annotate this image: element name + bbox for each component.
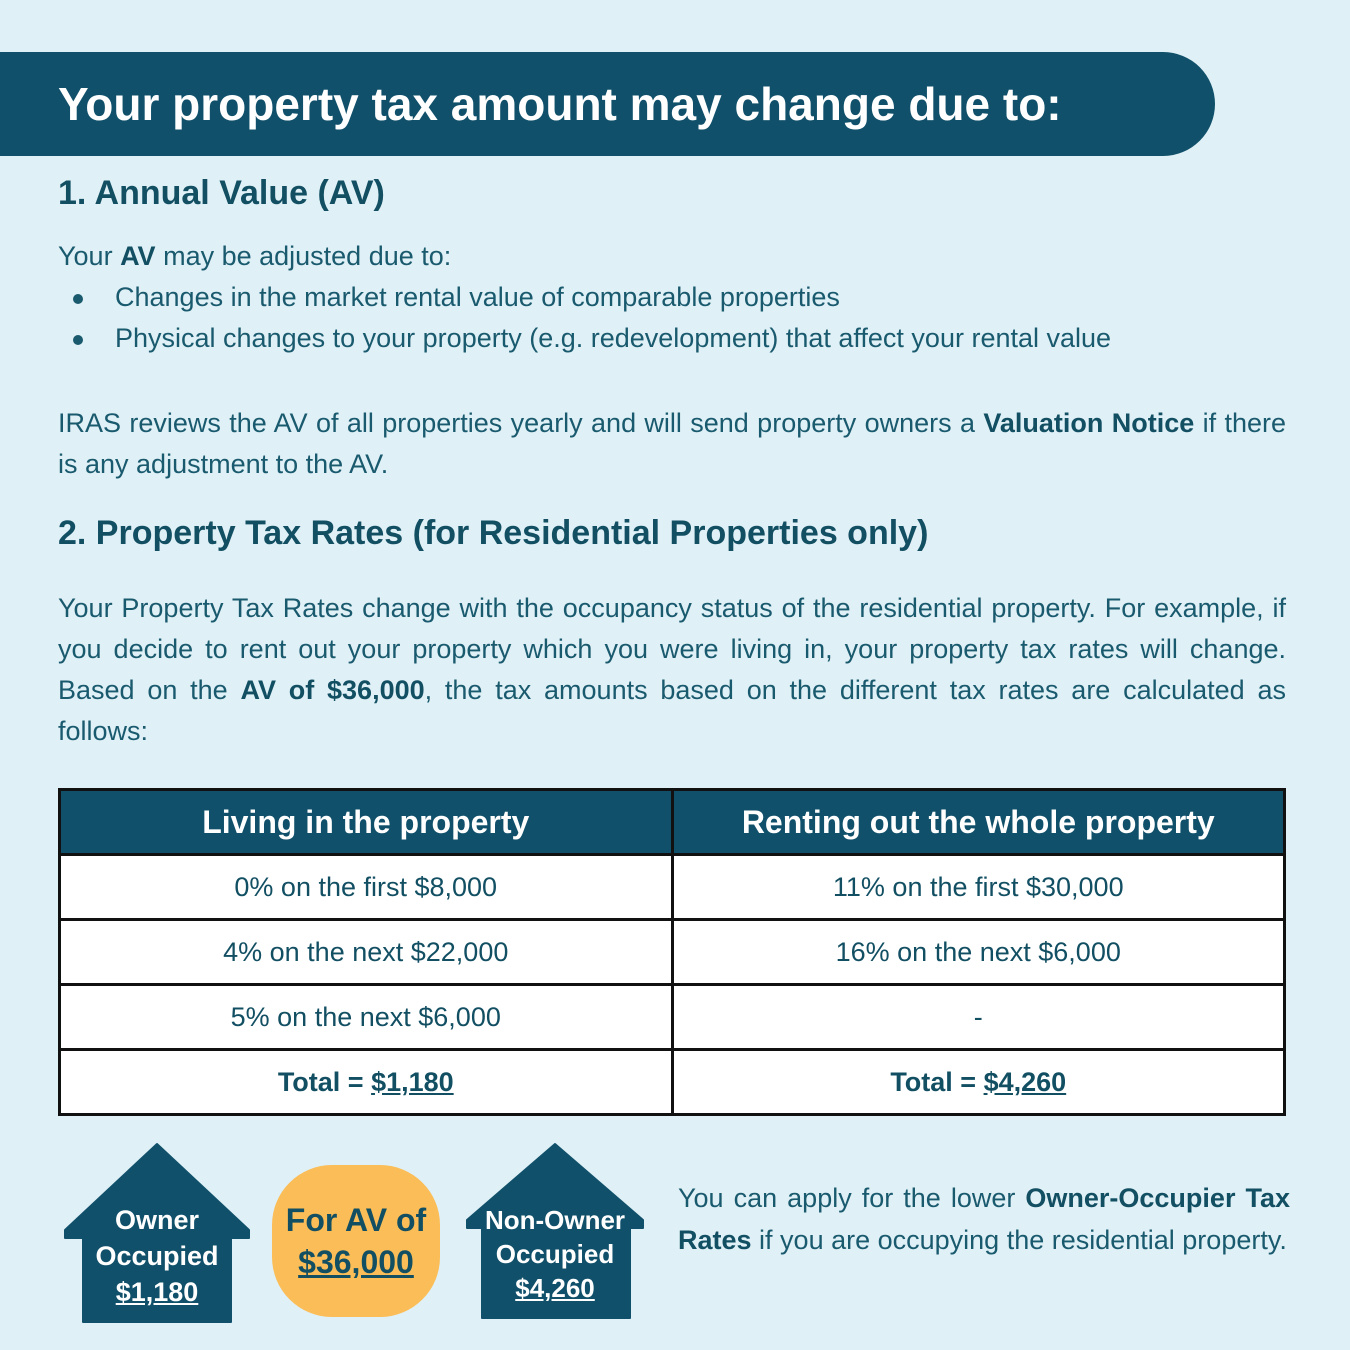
table-cell: 0% on the first $8,000 <box>60 855 673 920</box>
owner-occupied-house <box>63 1142 251 1324</box>
nonowner-house-amount: $4,260 <box>515 1273 595 1303</box>
av-amount-bold: AV of $36,000 <box>240 675 425 705</box>
owner-occupier-note: You can apply for the lower Owner-Occupier Tax Rates if you are occupying the residential property. <box>678 1183 1290 1255</box>
owner-occupier-bold: Owner-Occupier Tax Rates <box>678 1183 1290 1255</box>
av-bold: AV <box>120 241 156 271</box>
table-row <box>60 855 1285 920</box>
av-reasons-list <box>58 277 1286 359</box>
list-item: Changes in the market rental value of comparable properties <box>58 277 1286 318</box>
total-living-amount: $1,180 <box>371 1066 454 1097</box>
nonowner-house-line2: Occupied <box>495 1239 615 1269</box>
table-header-row <box>60 790 1285 855</box>
owner-house-amount: $1,180 <box>115 1277 199 1307</box>
table-row <box>60 985 1285 1050</box>
total-living: Total = $1,180 <box>60 1050 673 1115</box>
av-badge-line1: For AV of <box>285 1202 427 1238</box>
av-adjust-block <box>58 236 1286 359</box>
table-cell: 11% on the first $30,000 <box>672 855 1285 920</box>
table-row <box>60 920 1285 985</box>
table-cell: 4% on the next $22,000 <box>60 920 673 985</box>
total-renting-amount: $4,260 <box>983 1066 1067 1097</box>
list-item: Physical changes to your property (e.g. redevelopment) that affect your rental value <box>58 318 1286 359</box>
header-living: Living in the property <box>60 790 673 855</box>
total-renting: Total = $4,260 <box>672 1050 1285 1115</box>
tax-rates-paragraph: Your Property Tax Rates change with the occupancy status of the residential property. For example, if you decide to rent out your property which you were living in, your property tax rates will change. Based on the AV of $36,000, the tax amounts based on the different tax rates are calculated as follows: <box>58 593 1286 746</box>
owner-house-line1: Owner <box>114 1205 200 1235</box>
non-owner-occupied-house <box>465 1142 645 1320</box>
table-cell: 16% on the next $6,000 <box>672 920 1285 985</box>
page-title: Your property tax amount may change due to: <box>58 78 1062 130</box>
table-cell: - <box>672 985 1285 1050</box>
table-cell: 5% on the next $6,000 <box>60 985 673 1050</box>
owner-house-line2: Occupied <box>95 1241 219 1271</box>
title-banner <box>0 52 1215 156</box>
table-total-row <box>60 1050 1285 1115</box>
iras-review-paragraph: IRAS reviews the AV of all properties yearly and will send property owners a Valuation Notice if there is any adjustment to the AV. <box>58 408 1286 479</box>
av-badge <box>272 1165 440 1317</box>
valuation-notice-bold: Valuation Notice <box>983 408 1195 438</box>
section2-heading: 2. Property Tax Rates (for Residential Properties only) <box>58 514 929 552</box>
section1-heading: 1. Annual Value (AV) <box>58 174 385 212</box>
header-renting: Renting out the whole property <box>672 790 1285 855</box>
nonowner-house-line1: Non-Owner <box>484 1205 626 1235</box>
tax-rates-table <box>58 788 1286 1116</box>
av-badge-amount: $36,000 <box>298 1244 414 1280</box>
av-adjust-intro: Your AV may be adjusted due to: <box>58 241 452 271</box>
